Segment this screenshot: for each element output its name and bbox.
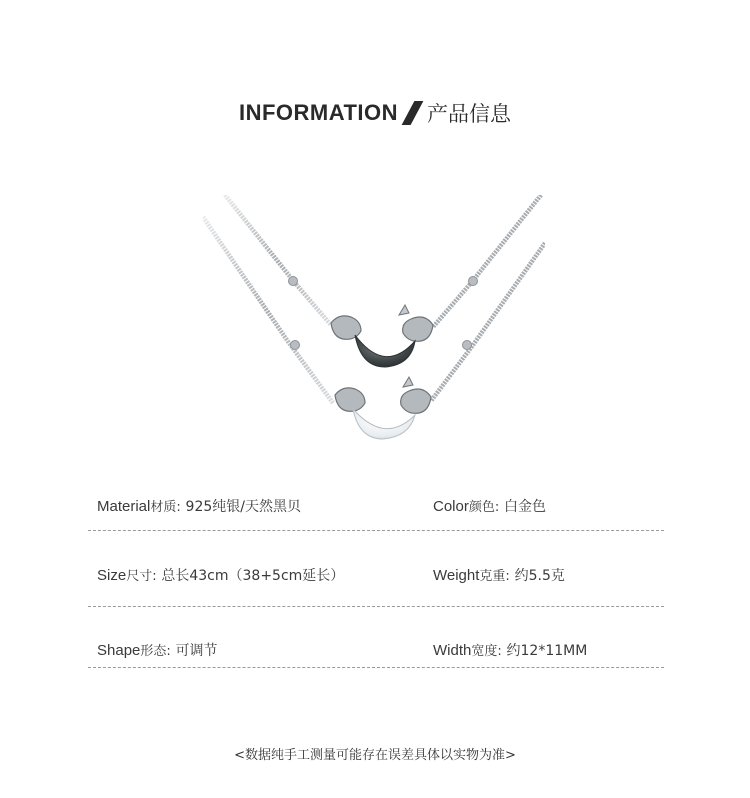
color-value: 白金色 <box>504 499 547 515</box>
header-title-en: INFORMATION <box>238 100 399 125</box>
shape-label-cn: 形态: <box>140 644 171 659</box>
color-detail <box>433 496 546 516</box>
weight-label-en: Weight <box>433 567 480 584</box>
row-divider <box>88 606 664 607</box>
material-label-en: Material <box>97 498 151 515</box>
measurement-note: <数据纯手工测量可能存在误差具体以实物为准> <box>234 748 516 763</box>
shape-value: 可调节 <box>175 643 218 659</box>
section-header <box>0 98 750 128</box>
detail-row-material-color <box>88 496 664 520</box>
width-detail <box>433 640 587 660</box>
header-title-cn: 产品信息 <box>427 102 512 126</box>
top-necklace <box>225 195 541 367</box>
size-label-en: Size <box>97 567 127 584</box>
color-label-cn: 颜色: <box>468 500 500 515</box>
width-label-cn: 宽度: <box>471 644 502 659</box>
weight-value: 约5.5克 <box>514 568 565 584</box>
material-value: 925纯银/天然黑贝 <box>185 499 301 515</box>
material-label-cn: 材质: <box>150 500 181 515</box>
row-divider <box>88 530 664 531</box>
slash-icon <box>402 101 424 125</box>
bottom-necklace <box>203 217 545 439</box>
weight-label-cn: 克重: <box>479 569 510 584</box>
size-detail <box>97 565 344 585</box>
material-detail <box>97 496 301 516</box>
weight-detail <box>433 565 565 585</box>
size-label-cn: 尺寸: <box>126 569 157 584</box>
width-label-en: Width <box>433 642 472 659</box>
shape-label-en: Shape <box>97 642 141 659</box>
detail-row-size-weight <box>88 565 664 589</box>
color-label-en: Color <box>433 498 469 515</box>
width-value: 约12*11MM <box>506 643 588 659</box>
detail-row-shape-width <box>88 640 664 664</box>
size-value: 总长43cm（38+5cm延长） <box>161 568 345 584</box>
product-image <box>203 195 545 460</box>
row-divider <box>88 667 664 668</box>
shape-detail <box>97 640 218 660</box>
